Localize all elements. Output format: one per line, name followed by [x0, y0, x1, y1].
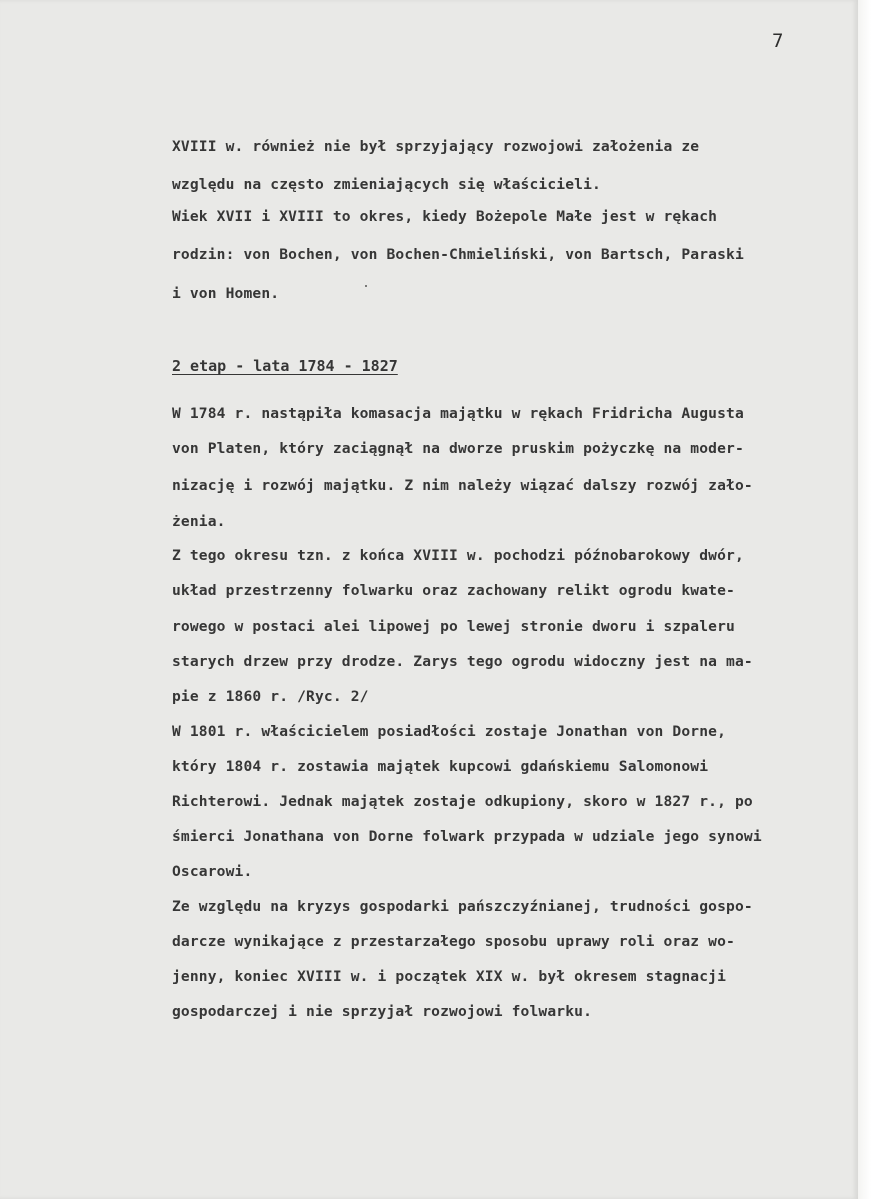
text-line: von Platen, który zaciągnął na dworze pruskim pożyczkę na moder- [172, 440, 744, 457]
text-line: gospodarczej i nie sprzyjał rozwojowi folwarku. [172, 1003, 593, 1020]
text-line: i von Homen. [172, 285, 280, 302]
text-line: W 1784 r. nastąpiła komasacja majątku w rękach Fridricha Augusta [172, 405, 744, 422]
text-line: pie z 1860 r. /Ryc. 2/ [172, 688, 369, 705]
text-line: Oscarowi. [172, 863, 253, 880]
page-number: 7 [772, 30, 784, 52]
text-line: żenia. [172, 513, 226, 530]
text-line: Z tego okresu tzn. z końca XVIII w. pochodzi późnobarokowy dwór, [172, 547, 744, 564]
text-line: śmierci Jonathana von Dorne folwark przypada w udziale jego synowi [172, 828, 762, 845]
text-line: XVIII w. również nie był sprzyjający rozwojowi założenia ze [172, 138, 700, 155]
text-line: starych drzew przy drodze. Zarys tego ogrodu widoczny jest na ma- [172, 653, 753, 670]
page-edge [858, 0, 871, 1199]
text-line: W 1801 r. właścicielem posiadłości zostaje Jonathan von Dorne, [172, 723, 727, 740]
text-line: jenny, koniec XVIII w. i początek XIX w. był okresem stagnacji [172, 968, 727, 985]
text-line: Ze względu na kryzys gospodarki pańszczyźnianej, trudności gospo- [172, 898, 753, 915]
scan-speck [365, 285, 367, 287]
text-line: który 1804 r. zostawia majątek kupcowi gdańskiemu Salomonowi [172, 758, 709, 775]
text-line: rowego w postaci alei lipowej po lewej stronie dworu i szpaleru [172, 618, 735, 635]
text-line: Richterowi. Jednak majątek zostaje odkupiony, skoro w 1827 r., po [172, 793, 753, 810]
text-line: układ przestrzenny folwarku oraz zachowany relikt ogrodu kwate- [172, 582, 735, 599]
text-line: darcze wynikające z przestarzałego sposobu uprawy roli oraz wo- [172, 933, 735, 950]
section-heading: 2 etap - lata 1784 - 1827 [172, 357, 398, 375]
text-line: Wiek XVII i XVIII to okres, kiedy Bożepole Małe jest w rękach [172, 208, 718, 225]
text-line: nizację i rozwój majątku. Z nim należy wiązać dalszy rozwój zało- [172, 477, 753, 494]
text-line: względu na często zmieniających się właścicieli. [172, 176, 601, 193]
text-line: rodzin: von Bochen, von Bochen-Chmieliński, von Bartsch, Paraski [172, 246, 744, 263]
